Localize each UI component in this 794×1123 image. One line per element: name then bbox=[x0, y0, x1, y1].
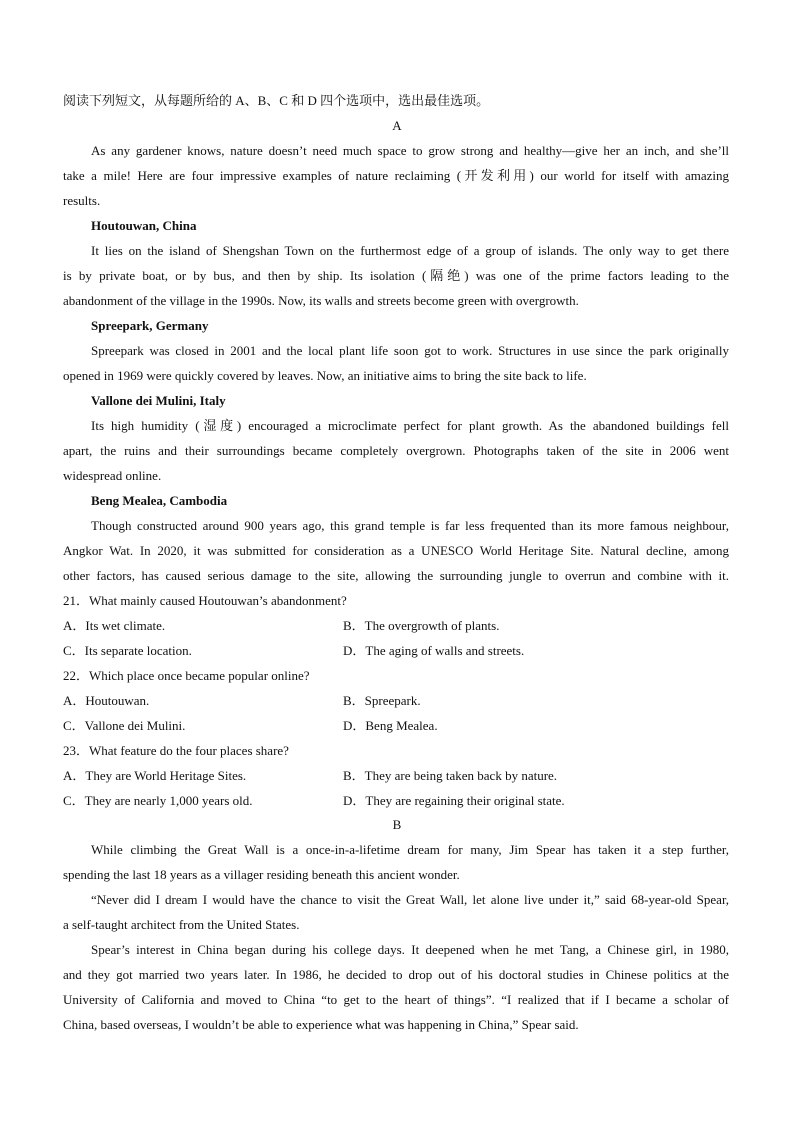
passage-b-line: spending the last 18 years as a villager residing beneath this ancient wonder. bbox=[63, 867, 460, 882]
passage-a-intro-line: As any gardener knows, nature doesn’t need much space to grow strong and healthy—give her an inch, and she’ll bbox=[91, 143, 729, 158]
question-23-option-c: C．They are nearly 1,000 years old. bbox=[63, 793, 253, 808]
section-line: apart, the ruins and their surroundings became completely overgrown. Photographs taken of the site in 2006 went bbox=[63, 443, 729, 458]
question-22-stem: 22．Which place once became popular online? bbox=[63, 668, 310, 683]
section-line: Angkor Wat. In 2020, it was submitted for consideration as a UNESCO World Heritage Site. Natural decline, among bbox=[63, 543, 729, 558]
passage-a-letter: A bbox=[392, 118, 402, 133]
passage-b-line: and they got married two years later. In 1986, he decided to drop out of his doctoral studies in Chinese politics at the bbox=[63, 967, 729, 982]
passage-a-intro-line: results. bbox=[63, 193, 101, 208]
instruction: 阅读下列短文，从每题所给的 A、B、C 和 D 四个选项中，选出最佳选项。 bbox=[63, 93, 490, 108]
section-line: Its high humidity (湿度) encouraged a microclimate perfect for plant growth. As the abandoned buildings fell bbox=[91, 418, 729, 433]
passage-b-line: University of California and moved to China “to get to the heart of things”. “I realized that if I became a scholar of bbox=[63, 992, 729, 1007]
passage-b-line: Spear’s interest in China began during his college days. It deepened when he met Tang, a Chinese girl, in 1980, bbox=[91, 942, 729, 957]
question-23-option-b: B．They are being taken back by nature. bbox=[343, 768, 558, 783]
section-line: is by private boat, or by bus, and then by ship. Its isolation (隔绝) was one of the prime factors leading to the bbox=[63, 268, 729, 283]
question-21-option-a: A．Its wet climate. bbox=[63, 618, 166, 633]
question-23-option-a: A．They are World Heritage Sites. bbox=[63, 768, 247, 783]
section-line: widespread online. bbox=[63, 468, 162, 483]
passage-b-line: China, based overseas, I wouldn’t be able to experience what was happening in China,” Spear said. bbox=[63, 1017, 579, 1032]
section-line: abandonment of the village in the 1990s. Now, its walls and streets become green with overgrowth. bbox=[63, 293, 579, 308]
question-22-option-b: B．Spreepark. bbox=[343, 693, 421, 708]
passage-a-intro-line: take a mile! Here are four impressive examples of nature reclaiming (开发利用) our world for itself with amazing bbox=[63, 168, 729, 183]
question-23-option-d: D．They are regaining their original state. bbox=[343, 793, 565, 808]
question-23-stem: 23．What feature do the four places share? bbox=[63, 743, 289, 758]
section-heading-houtouwan: Houtouwan, China bbox=[91, 218, 197, 233]
question-21-option-d: D．The aging of walls and streets. bbox=[343, 643, 525, 658]
section-heading-spreepark: Spreepark, Germany bbox=[91, 318, 209, 333]
passage-b-line: “Never did I dream I would have the chance to visit the Great Wall, let alone live under it,” said 68-year-old Spear, bbox=[91, 892, 729, 907]
section-line: other factors, has caused serious damage to the site, allowing the surrounding jungle to overrun and combine with it. bbox=[63, 568, 729, 583]
section-line: It lies on the island of Shengshan Town on the furthermost edge of a group of islands. The only way to get there bbox=[91, 243, 729, 258]
passage-b-letter: B bbox=[392, 817, 402, 832]
passage-b-line: While climbing the Great Wall is a once-in-a-lifetime dream for many, Jim Spear has taken it a step further, bbox=[91, 842, 729, 857]
passage-b-line: a self-taught architect from the United States. bbox=[63, 917, 300, 932]
question-21-stem: 21．What mainly caused Houtouwan’s abandonment? bbox=[63, 593, 347, 608]
section-heading-beng-mealea: Beng Mealea, Cambodia bbox=[91, 493, 228, 508]
section-line: opened in 1969 were quickly covered by leaves. Now, an initiative aims to bring the site back to life. bbox=[63, 368, 587, 383]
question-22-option-a: A．Houtouwan. bbox=[63, 693, 150, 708]
question-21-option-c: C．Its separate location. bbox=[63, 643, 192, 658]
section-line: Though constructed around 900 years ago, this grand temple is far less frequented than its more famous neighbour, bbox=[91, 518, 729, 533]
section-line: Spreepark was closed in 2001 and the local plant life soon got to work. Structures in use since the park originally bbox=[91, 343, 729, 358]
question-22-option-c: C．Vallone dei Mulini. bbox=[63, 718, 186, 733]
section-heading-vallone: Vallone dei Mulini, Italy bbox=[91, 393, 226, 408]
question-22-option-d: D．Beng Mealea. bbox=[343, 718, 438, 733]
question-21-option-b: B．The overgrowth of plants. bbox=[343, 618, 500, 633]
